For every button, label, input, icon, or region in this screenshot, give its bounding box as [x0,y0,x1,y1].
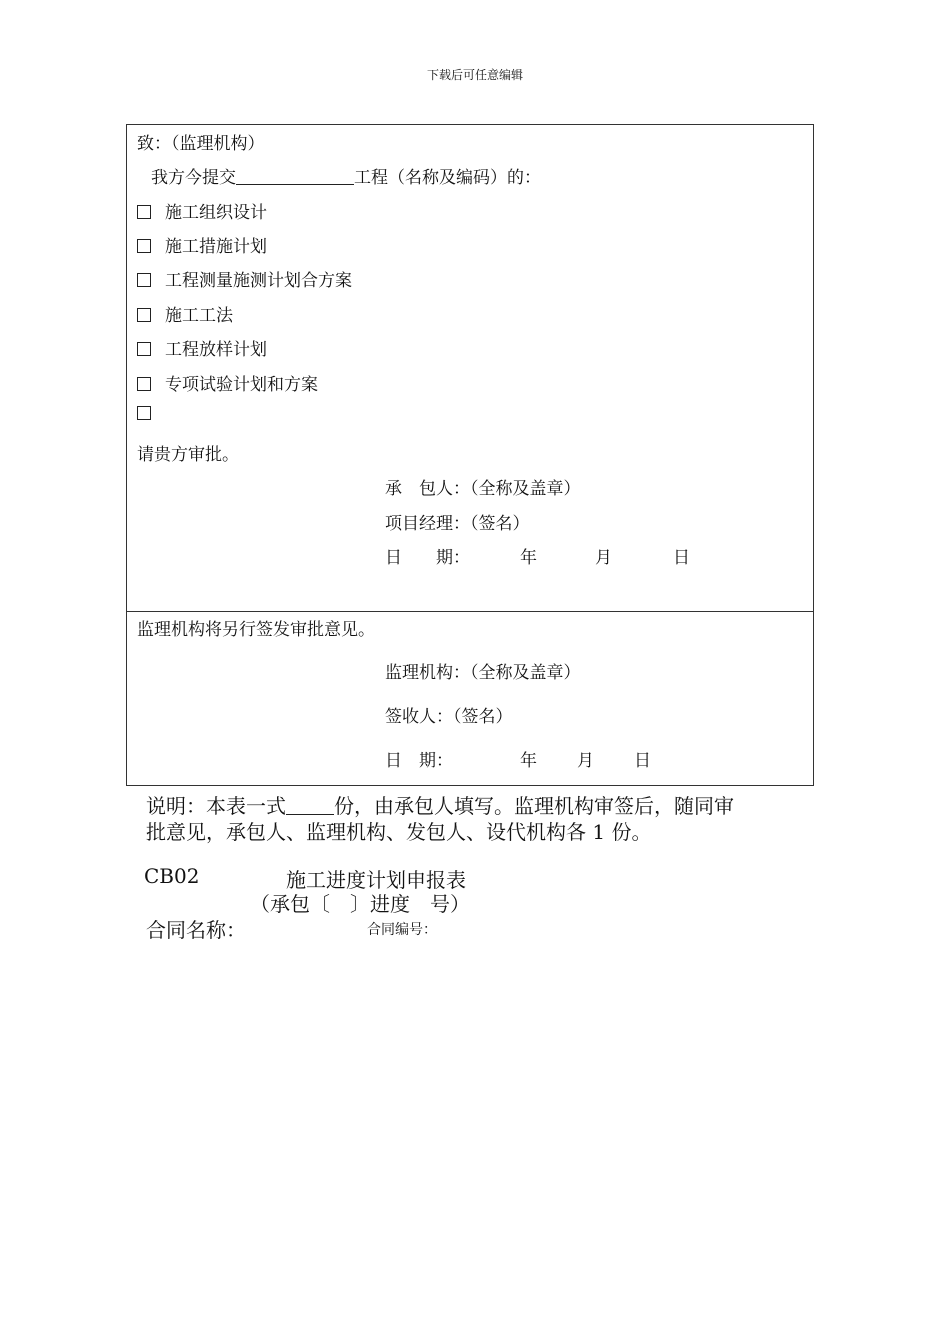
checkbox-icon[interactable] [137,342,151,356]
year-label: 年 [520,548,537,568]
note-suffix: 份，由承包人填写。监理机构审签后，随同审 [334,794,734,818]
submission-form [126,124,814,786]
checkbox-icon[interactable] [137,205,151,219]
option-label: 工程放样计划 [165,340,267,360]
option-row[interactable] [137,266,352,291]
option-label: 工程测量施测计划合方案 [165,271,352,291]
option-label: 施工工法 [165,306,233,326]
note-line-2: 批意见，承包人、监理机构、发包人、设代机构各 1 份。 [146,820,652,844]
supervisor-label: 监理机构：（全称及盖章） [385,663,581,683]
option-label: 专项试验计划和方案 [165,375,318,395]
checkbox-icon[interactable] [137,239,151,253]
option-row[interactable] [137,404,165,424]
checkbox-icon[interactable] [137,377,151,391]
project-name-blank[interactable] [236,168,354,185]
submit-suffix: 工程（名称及编码）的： [354,168,541,188]
note-line-1 [146,790,734,819]
option-row[interactable] [137,370,318,395]
month-label: 月 [595,548,612,568]
contract-name-label: 合同名称： [146,918,246,942]
submit-prefix: 我方今提交 [151,168,236,188]
request-text: 请贵方审批。 [137,445,239,465]
date-label: 日 期： [385,548,470,568]
option-row[interactable] [137,335,267,360]
section-divider [127,611,813,612]
note-prefix: 说明：本表一式 [146,794,286,818]
date2-label: 日 期： [385,751,453,771]
supervisor-note: 监理机构将另行签发审批意见。 [137,620,375,640]
day-label: 日 [673,548,690,568]
checkbox-icon[interactable] [137,273,151,287]
header-note: 下载后可任意编辑 [426,68,523,82]
form-title: 施工进度计划申报表 [286,868,466,892]
receiver-label: 签收人：（签名） [385,707,513,727]
copies-blank[interactable] [286,796,334,815]
contract-no-label: 合同编号： [367,922,437,938]
option-row[interactable] [137,301,233,326]
checkbox-icon[interactable] [137,308,151,322]
option-label: 施工措施计划 [165,237,267,257]
form-subtitle: （承包〔 〕进度 号） [250,892,470,916]
contractor-label: 承 包人：（全称及盖章） [385,479,581,499]
submit-line [151,163,541,188]
to-line: 致：（监理机构） [137,134,265,154]
form-code: CB02 [144,864,200,888]
option-row[interactable] [137,232,267,257]
manager-label: 项目经理：（签名） [385,514,530,534]
year2-label: 年 [520,751,537,771]
month2-label: 月 [577,751,594,771]
day2-label: 日 [634,751,651,771]
option-row[interactable] [137,198,267,223]
checkbox-icon[interactable] [137,406,151,420]
option-label: 施工组织设计 [165,203,267,223]
